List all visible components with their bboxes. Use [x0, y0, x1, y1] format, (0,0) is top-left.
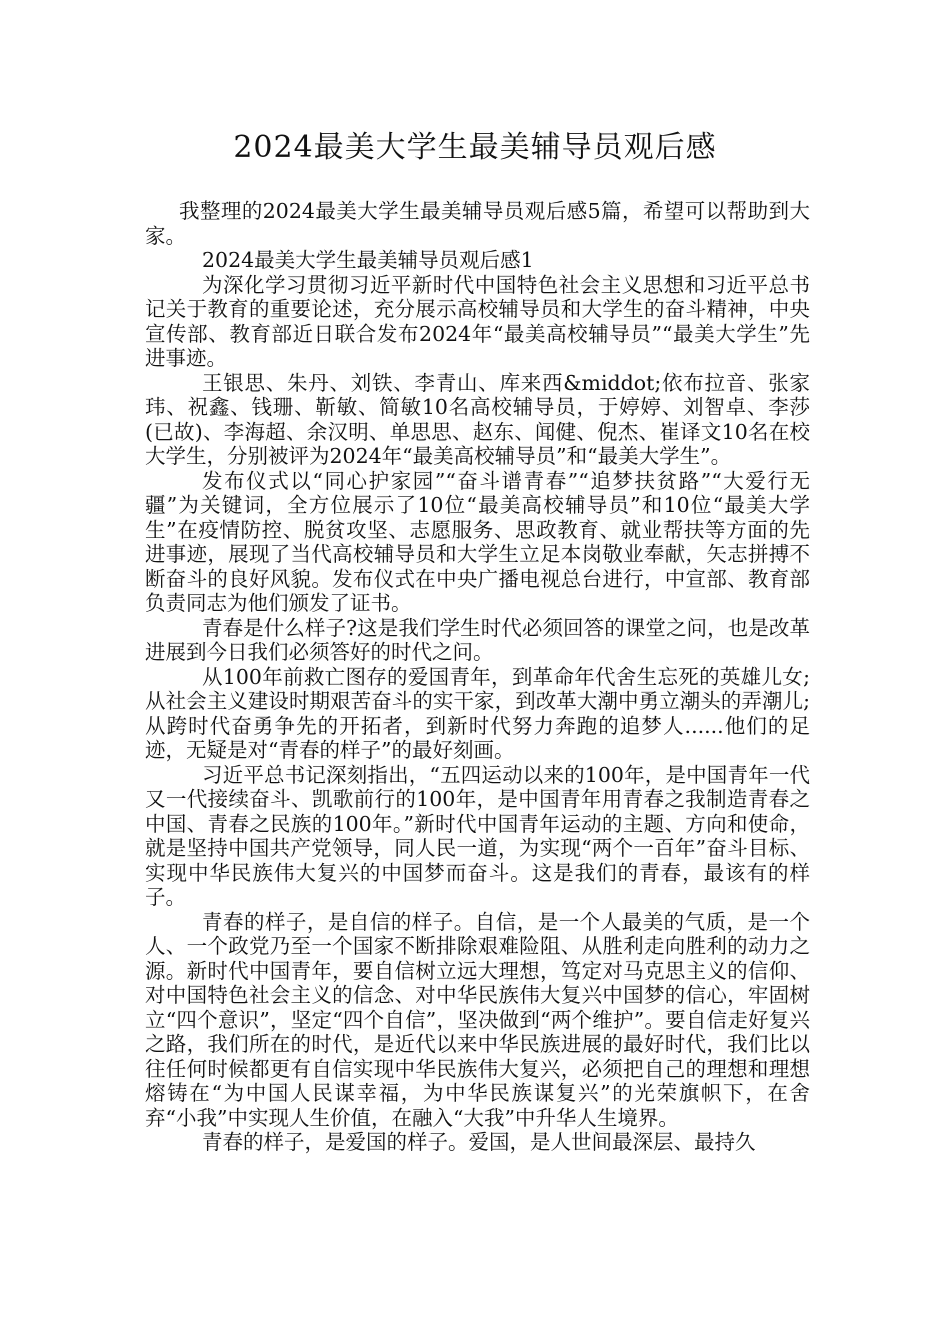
- paragraph: 习近平总书记深刻指出，“五四运动以来的100年，是中国青年一代又一代接续奋斗、凯歌前行的100年，是中国青年用青春之我制造青春之中国、青春之民族的100年。”新时代中国青年运动的主题、方向和使命，就是坚持中国共产党领导，同人民一道，为实现“两个一百年”奋斗目标、实现中华民族伟大复兴的中国梦而奋斗。这是我们的青春，最该有的样子。: [145, 762, 810, 909]
- page-title: 2024最美大学生最美辅导员观后感: [233, 130, 717, 165]
- paragraph: 青春是什么样子?这是我们学生时代必须回答的课堂之问，也是改革进展到今日我们必须答好的时代之问。: [145, 615, 810, 664]
- paragraph: 青春的样子，是自信的样子。自信，是一个人最美的气质，是一个人、一个政党乃至一个国家不断排除艰难险阻、从胜利走向胜利的动力之源。新时代中国青年，要自信树立远大理想，笃定对马克思主义的信仰、对中国特色社会主义的信念、对中华民族伟大复兴中国梦的信心，牢固树立“四个意识”，坚定“四个自信”，坚决做到“两个维护”。要自信走好复兴之路，我们所在的时代，是近代以来中华民族进展的最好时代，我们比以往任何时候都更有自信实现中华民族伟大复兴，必须把自己的理想和理想熔铸在“为中国人民谋幸福，为中华民族谋复兴”的光荣旗帜下，在舍弃“小我”中实现人生价值，在融入“大我”中升华人生境界。: [145, 909, 810, 1130]
- document-body: [145, 199, 810, 1155]
- paragraph: 为深化学习贯彻习近平新时代中国特色社会主义思想和习近平总书记关于教育的重要论述，充分展示高校辅导员和大学生的奋斗精神，中央宣传部、教育部近日联合发布2024年“最美高校辅导员”“最美大学生”先进事迹。: [145, 272, 810, 370]
- paragraph: 发布仪式以“同心护家园”“奋斗谱青春”“追梦扶贫路”“大爱行无疆”为关键词，全方位展示了10位“最美高校辅导员”和10位“最美大学生”在疫情防控、脱贫攻坚、志愿服务、思政教育、就业帮扶等方面的先进事迹，展现了当代高校辅导员和大学生立足本岗敬业奉献，矢志拼搏不断奋斗的良好风貌。发布仪式在中央广播电视总台进行，中宣部、教育部负责同志为他们颁发了证书。: [145, 468, 810, 615]
- paragraph: 王银思、朱丹、刘铁、李青山、库来西&middot;依布拉音、张家玮、祝鑫、钱珊、靳敏、简敏10名高校辅导员，于婷婷、刘智卓、李莎(已故)、李海超、余汉明、单思思、赵东、闻健、倪杰、崔译文10名在校大学生，分别被评为2024年“最美高校辅导员”和“最美大学生”。: [145, 370, 810, 468]
- paragraph: 从100年前救亡图存的爱国青年，到革命年代舍生忘死的英雄儿女;从社会主义建设时期艰苦奋斗的实干家，到改革大潮中勇立潮头的弄潮儿;从跨时代奋勇争先的开拓者，到新时代努力奔跑的追梦人......他们的足迹，无疑是对“青春的样子”的最好刻画。: [145, 664, 810, 762]
- paragraph-intro: 我整理的2024最美大学生最美辅导员观后感5篇，希望可以帮助到大家。: [145, 199, 810, 248]
- section-heading: 2024最美大学生最美辅导员观后感1: [202, 248, 534, 272]
- paragraph: 青春的样子，是爱国的样子。爱国，是人世间最深层、最持久: [202, 1130, 756, 1154]
